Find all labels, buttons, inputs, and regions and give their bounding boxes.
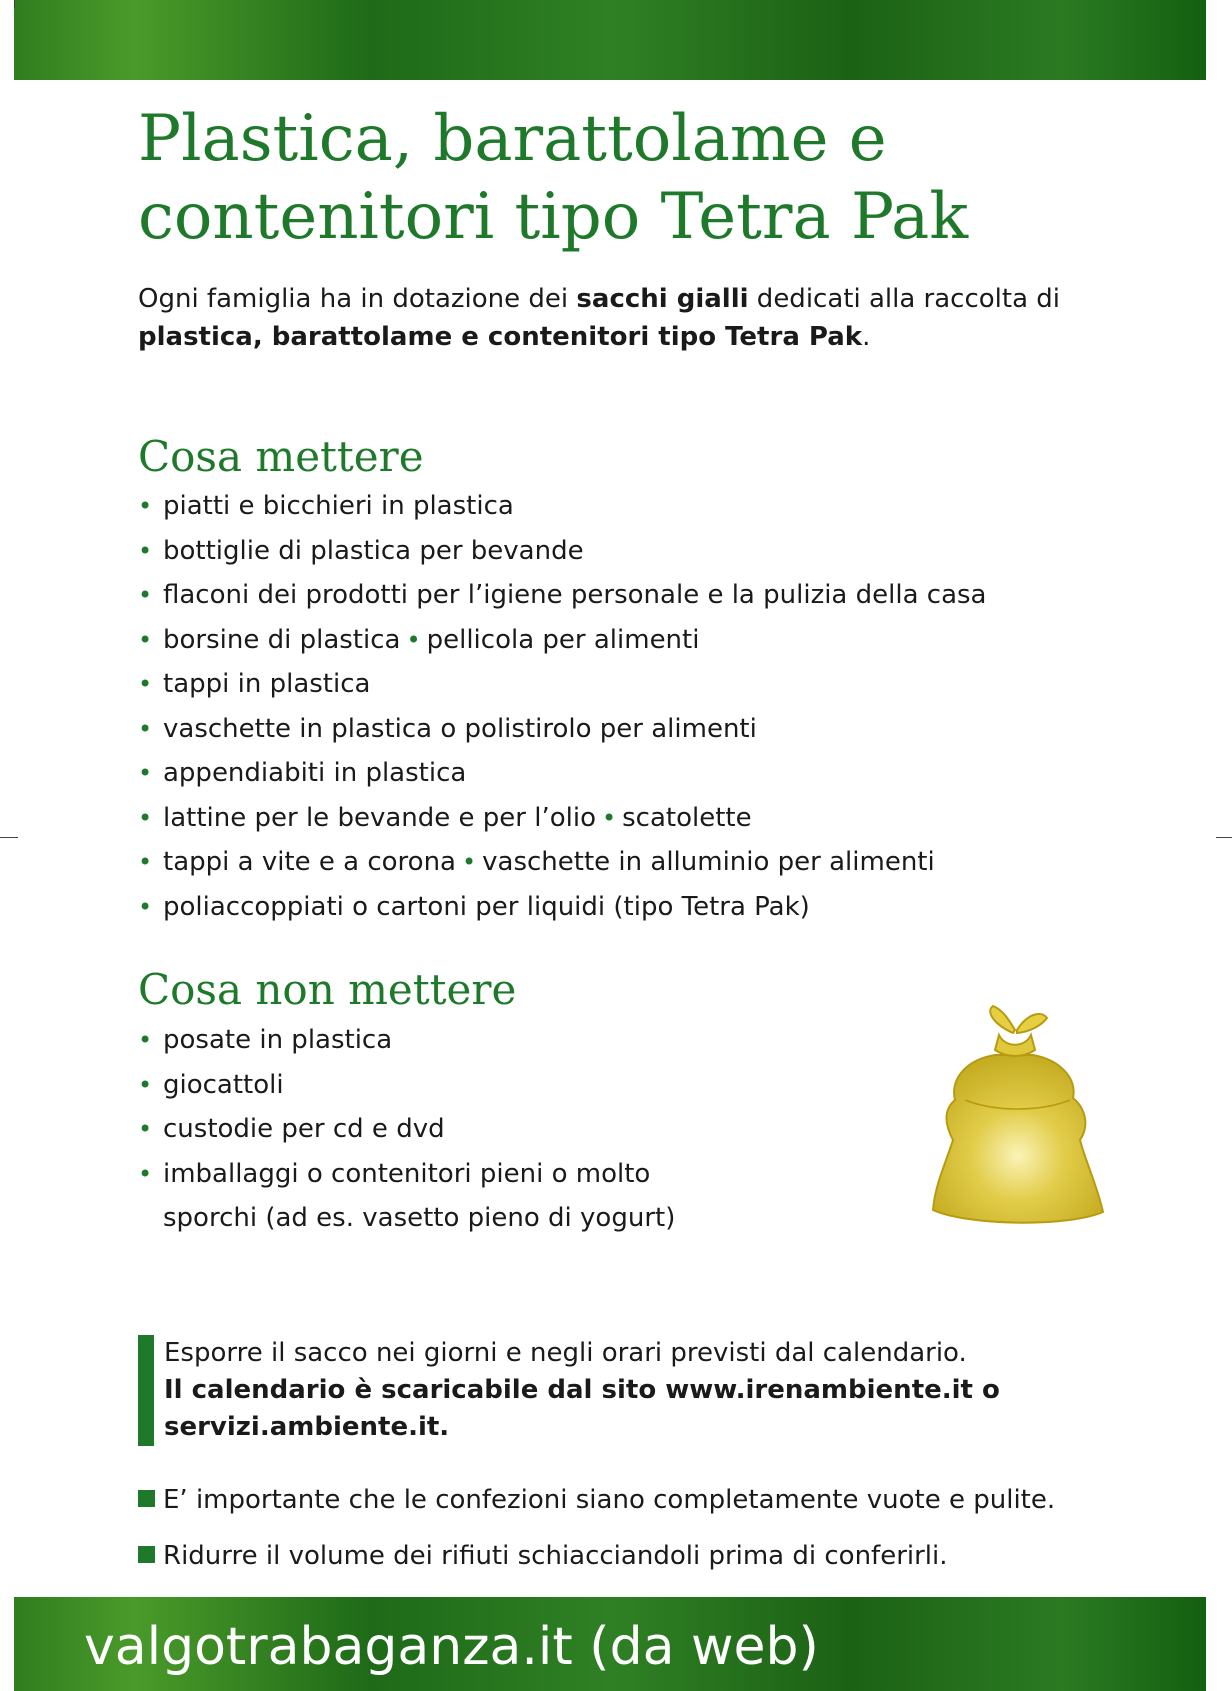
page-title <box>138 100 1138 256</box>
list-item-text: posate in plastica <box>163 1025 393 1055</box>
bullet-icon: • <box>138 1070 153 1099</box>
top-green-band <box>14 0 1206 80</box>
list-item-text: vaschette in plastica o polistirolo per alimenti <box>163 713 757 744</box>
bullet-icon: • <box>138 1159 153 1188</box>
list-item <box>138 529 986 574</box>
list-item-text: pellicola per alimenti <box>426 624 700 655</box>
list-item-text: borsine di plastica <box>163 624 401 655</box>
list-item-text: appendiabiti in plastica <box>163 758 467 788</box>
bullet-icon: • <box>461 848 477 876</box>
bullet-icon: • <box>406 625 421 654</box>
bullet-icon: • <box>138 536 153 565</box>
tip-1 <box>138 1482 1055 1518</box>
tip-1-text: E’ importante che le confezioni siano completamente vuote e pulite. <box>163 1485 1056 1515</box>
bullet-icon: • <box>601 803 617 832</box>
list-item-text: imballaggi o contenitori pieni o molto <box>163 1158 651 1189</box>
list-item-text: vaschette in alluminio per alimenti <box>482 847 935 877</box>
list-item <box>138 1107 675 1152</box>
crop-mark-right-middle <box>1216 837 1232 838</box>
bullet-icon: • <box>138 714 153 743</box>
list-item-text: bottiglie di plastica per bevande <box>163 535 584 566</box>
bullet-icon: • <box>138 1115 153 1143</box>
tip-2 <box>138 1538 948 1574</box>
list-item <box>138 1018 675 1063</box>
list-item-continuation: sporchi (ad es. vasetto pieno di yogurt) <box>163 1203 676 1233</box>
list-item-text: tappi a vite e a corona <box>163 847 456 877</box>
list-item-text: piatti e bicchieri in plastica <box>163 491 514 521</box>
put-in-heading: Cosa mettere <box>138 432 424 481</box>
list-item <box>138 618 986 663</box>
list-item <box>138 796 986 841</box>
list-item <box>138 1063 675 1108</box>
intro-text-3: . <box>862 322 871 352</box>
list-item-text: custodie per cd e dvd <box>163 1114 445 1144</box>
put-in-list <box>138 484 986 929</box>
bullet-icon: • <box>138 1026 153 1054</box>
intro-text-2: dedicati alla raccolta di <box>748 284 1060 314</box>
list-item <box>138 707 986 752</box>
bullet-icon: • <box>138 848 153 876</box>
green-square-icon <box>138 1490 155 1507</box>
intro-paragraph <box>138 280 1098 356</box>
crop-mark-top-left <box>14 0 15 8</box>
intro-bold-1: sacchi gialli <box>576 284 749 314</box>
list-item-text: lattine per le bevande e per l’olio <box>163 802 596 833</box>
notice-box <box>138 1335 1124 1446</box>
notice-line-2: Il calendario è scaricabile dal sito www.irenambiente.it o servizi.ambiente.it. <box>164 1375 1000 1442</box>
yellow-bag-illustration <box>925 1000 1110 1230</box>
list-item <box>138 484 986 529</box>
list-item <box>138 1152 675 1241</box>
bag-neck <box>995 1035 1035 1056</box>
do-not-put-heading: Cosa non mettere <box>138 965 517 1014</box>
list-item <box>138 662 986 707</box>
list-item-text: poliaccoppiati o cartoni per liquidi (tipo Tetra Pak) <box>163 891 810 922</box>
bag-knot-right <box>1017 1014 1047 1033</box>
intro-text-1: Ogni famiglia ha in dotazione dei <box>138 284 577 314</box>
bullet-icon: • <box>138 670 153 698</box>
list-item <box>138 751 986 796</box>
bullet-icon: • <box>138 892 153 921</box>
bullet-icon: • <box>138 803 153 832</box>
crop-mark-left-middle <box>0 837 18 838</box>
list-item <box>138 885 986 930</box>
list-item-text: scatolette <box>622 802 752 833</box>
do-not-put-list <box>138 1018 675 1241</box>
bag-body <box>933 1055 1103 1223</box>
list-item <box>138 840 986 885</box>
intro-bold-2: plastica, barattolame e contenitori tipo Tetra Pak <box>138 322 863 352</box>
notice-line-1: Esporre il sacco nei giorni e negli orari previsti dal calendario. <box>164 1338 967 1368</box>
bullet-icon: • <box>138 492 153 520</box>
list-item-text: tappi in plastica <box>163 669 371 699</box>
green-square-icon <box>138 1546 155 1563</box>
bullet-icon: • <box>138 759 153 787</box>
title-line-1: Plastica, barattolame e <box>138 102 887 176</box>
list-item <box>138 573 986 618</box>
list-item-text: flaconi dei prodotti per l’igiene personale e la pulizia della casa <box>163 580 987 610</box>
bullet-icon: • <box>138 581 153 609</box>
list-item-text: giocattoli <box>163 1069 284 1100</box>
footer-watermark: valgotrabaganza.it (da web) <box>84 1617 819 1677</box>
bullet-icon: • <box>138 625 153 654</box>
bag-knot-left <box>990 1006 1015 1033</box>
title-line-2: contenitori tipo Tetra Pak <box>138 180 969 254</box>
tip-2-text: Ridurre il volume dei rifiuti schiacciandoli prima di conferirli. <box>163 1541 948 1571</box>
